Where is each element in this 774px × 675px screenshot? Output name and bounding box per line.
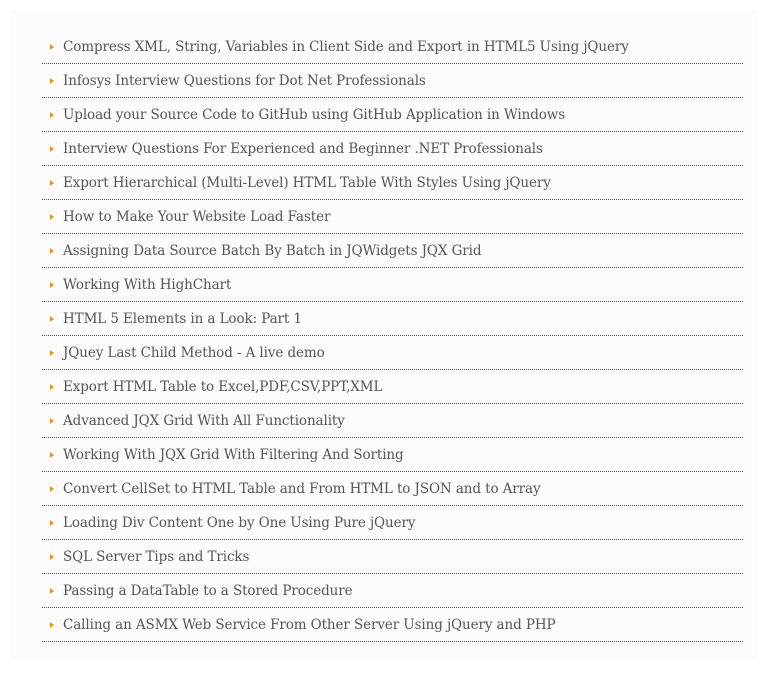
list-item[interactable] [42,540,743,574]
arrow-right-icon [50,418,54,424]
list-item[interactable] [42,370,743,404]
article-link[interactable]: Export HTML Table to Excel,PDF,CSV,PPT,XML [63,378,383,395]
arrow-right-icon [50,282,54,288]
list-item[interactable] [42,438,743,472]
list-item[interactable] [42,234,743,268]
arrow-right-icon [50,452,54,458]
arrow-right-icon [50,520,54,526]
list-item[interactable] [42,166,743,200]
arrow-right-icon [50,622,54,628]
article-link[interactable]: Assigning Data Source Batch By Batch in JQWidgets JQX Grid [63,242,482,259]
article-link[interactable]: Interview Questions For Experienced and Beginner .NET Professionals [63,140,543,157]
arrow-right-icon [50,554,54,560]
arrow-right-icon [50,44,54,50]
arrow-right-icon [50,112,54,118]
article-link[interactable]: JQuey Last Child Method - A live demo [63,344,325,361]
arrow-right-icon [50,78,54,84]
list-item[interactable] [42,574,743,608]
list-item[interactable] [42,132,743,166]
article-link[interactable]: Compress XML, String, Variables in Client Side and Export in HTML5 Using jQuery [63,38,629,55]
list-item[interactable] [42,404,743,438]
arrow-right-icon [50,316,54,322]
article-link[interactable]: Upload your Source Code to GitHub using GitHub Application in Windows [63,106,566,123]
article-link[interactable]: Working With JQX Grid With Filtering And Sorting [63,446,404,463]
article-list [42,30,743,642]
list-item[interactable] [42,64,743,98]
article-link[interactable]: Calling an ASMX Web Service From Other Server Using jQuery and PHP [63,616,556,633]
list-item[interactable] [42,608,743,642]
arrow-right-icon [50,486,54,492]
article-link[interactable]: SQL Server Tips and Tricks [63,548,250,565]
article-link[interactable]: Loading Div Content One by One Using Pure jQuery [63,514,416,531]
list-item[interactable] [42,98,743,132]
arrow-right-icon [50,384,54,390]
article-link[interactable]: Working With HighChart [63,276,232,293]
article-list-panel [10,10,758,660]
article-link[interactable]: Advanced JQX Grid With All Functionality [63,412,345,429]
article-link[interactable]: Convert CellSet to HTML Table and From HTML to JSON and to Array [63,480,541,497]
list-item[interactable] [42,302,743,336]
arrow-right-icon [50,146,54,152]
arrow-right-icon [50,350,54,356]
article-link[interactable]: Export Hierarchical (Multi-Level) HTML Table With Styles Using jQuery [63,174,551,191]
arrow-right-icon [50,588,54,594]
list-item[interactable] [42,268,743,302]
article-link[interactable]: Passing a DataTable to a Stored Procedure [63,582,353,599]
arrow-right-icon [50,248,54,254]
article-link[interactable]: Infosys Interview Questions for Dot Net Professionals [63,72,426,89]
list-item[interactable] [42,30,743,64]
arrow-right-icon [50,214,54,220]
list-item[interactable] [42,200,743,234]
article-link[interactable]: HTML 5 Elements in a Look: Part 1 [63,310,302,327]
list-item[interactable] [42,472,743,506]
list-item[interactable] [42,336,743,370]
arrow-right-icon [50,180,54,186]
article-link[interactable]: How to Make Your Website Load Faster [63,208,331,225]
list-item[interactable] [42,506,743,540]
